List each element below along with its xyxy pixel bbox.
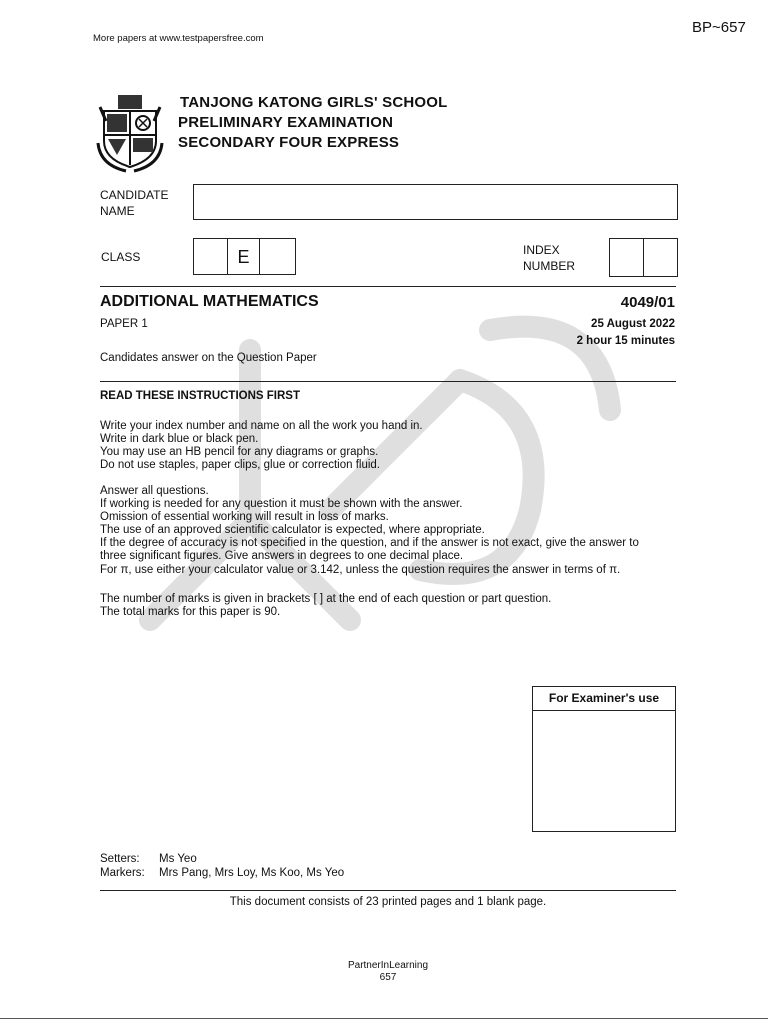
instructions-block-2 (100, 485, 639, 577)
instruction-line: Omission of essential working will result in loss of marks. (100, 511, 389, 523)
exam-date: 25 August 2022 (591, 318, 675, 330)
instruction-line: If the degree of accuracy is not specified in the question, and if the answer is not exact, give the answer to (100, 537, 639, 549)
subject-title: ADDITIONAL MATHEMATICS (100, 293, 319, 310)
examiner-use-label: For Examiner's use (533, 687, 675, 711)
instructions-block-1 (100, 420, 423, 472)
instruction-line: Write in dark blue or black pen. (100, 433, 259, 445)
instruction-line: The number of marks is given in brackets [ ] at the end of each question or part question. (100, 593, 552, 605)
instruction-line: For π, use either your calculator value or 3.142, unless the question requires the answer in terms of π. (100, 564, 621, 576)
candidate-label-line2: NAME (100, 204, 135, 218)
divider-top (100, 286, 676, 287)
candidate-name-label (100, 187, 168, 219)
index-label-line2: NUMBER (523, 259, 576, 273)
candidate-label-line1: CANDIDATE (100, 188, 169, 202)
instructions-heading: READ THESE INSTRUCTIONS FIRST (100, 390, 300, 402)
paper-number: PAPER 1 (100, 318, 148, 330)
page-number: 657 (379, 972, 397, 983)
answer-note: Candidates answer on the Question Paper (100, 352, 317, 364)
instruction-line: Answer all questions. (100, 485, 209, 497)
partner-text: PartnerInLearning (347, 960, 429, 971)
instruction-line: The use of an approved scientific calculator is expected, where appropriate. (100, 524, 485, 536)
subject-code: 4049/01 (620, 294, 675, 311)
instruction-line: three significant figures. Give answers in degrees to one decimal place. (100, 550, 464, 562)
instruction-line: Do not use staples, paper clips, glue or correction fluid. (100, 459, 380, 471)
setters-label: Setters: (100, 853, 140, 865)
exam-name: PRELIMINARY EXAMINATION (178, 114, 394, 131)
instruction-line: Write your index number and name on all the work you hand in. (100, 420, 423, 432)
instructions-block-3 (100, 593, 551, 619)
exam-duration: 2 hour 15 minutes (576, 335, 675, 347)
index-label-line1: INDEX (523, 243, 560, 257)
level-name: SECONDARY FOUR EXPRESS (178, 134, 400, 151)
index-number-field[interactable] (609, 238, 678, 277)
markers-names: Mrs Pang, Mrs Loy, Ms Koo, Ms Yeo (159, 867, 345, 879)
footer-partner (288, 960, 488, 984)
instruction-line: The total marks for this paper is 90. (100, 606, 281, 618)
examiner-use-box[interactable] (532, 686, 676, 832)
setters-names: Ms Yeo (159, 853, 197, 865)
document-code: BP~657 (692, 19, 746, 36)
class-value: E (237, 247, 250, 267)
school-crest-logo (96, 93, 164, 173)
page-edge-line (0, 1018, 768, 1019)
instruction-line: You may use an HB pencil for any diagrams or graphs. (100, 446, 379, 458)
more-papers-link[interactable]: More papers at www.testpapersfree.com (93, 33, 264, 44)
page-count-note: This document consists of 23 printed pages and 1 blank page. (229, 896, 547, 908)
candidate-name-field[interactable] (193, 184, 678, 220)
index-number-label (523, 242, 575, 274)
divider-bottom (100, 890, 676, 891)
divider-middle (100, 381, 676, 382)
markers-label: Markers: (100, 867, 145, 879)
class-label: CLASS (101, 250, 141, 264)
school-name: TANJONG KATONG GIRLS' SCHOOL (180, 94, 448, 111)
instruction-line: If working is needed for any question it must be shown with the answer. (100, 498, 463, 510)
class-field[interactable] (193, 238, 296, 275)
